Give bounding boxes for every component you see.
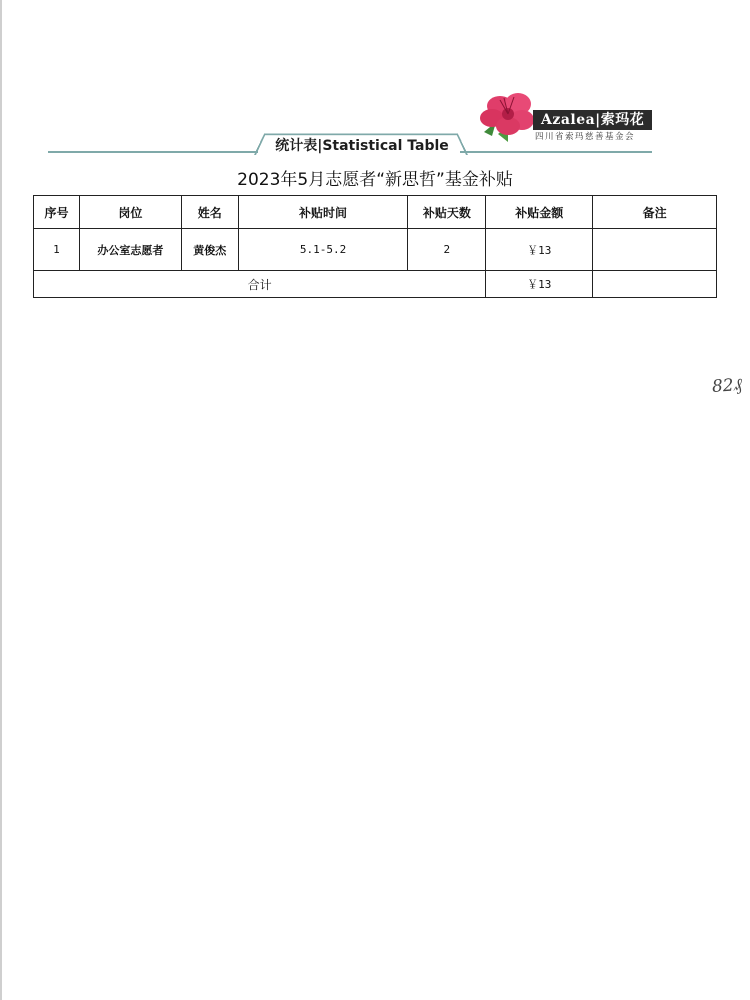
banner-rule-left: [48, 151, 258, 153]
cell-position: 办公室志愿者: [79, 229, 181, 271]
cell-days: 2: [408, 229, 486, 271]
total-note: [593, 271, 717, 298]
brand-subtitle: 四川省索玛慈善基金会: [535, 132, 636, 142]
cell-name: 黄俊杰: [181, 229, 238, 271]
table-header-row: [34, 196, 717, 229]
cell-period: 5.1-5.2: [238, 229, 408, 271]
handwritten-note: 82₰: [711, 374, 743, 398]
column-header: 姓名: [181, 196, 238, 229]
cell-amount: ￥13: [486, 229, 593, 271]
document-title: 2023年5月志愿者“新思哲”基金补贴: [237, 170, 513, 190]
column-header: 岗位: [79, 196, 181, 229]
column-header: 补贴天数: [408, 196, 486, 229]
cell-index: 1: [34, 229, 80, 271]
brand-name: Azalea|索玛花: [533, 110, 652, 130]
banner-rule-right: [460, 151, 652, 153]
logo: [478, 88, 663, 148]
total-label: 合计: [34, 271, 486, 298]
table-total-row: [34, 271, 717, 298]
subsidy-table: [33, 195, 717, 298]
column-header: 序号: [34, 196, 80, 229]
banner-title: 统计表|Statistical Table: [275, 138, 449, 154]
column-header: 补贴金额: [486, 196, 593, 229]
table-row: [34, 229, 717, 271]
scan-edge: [0, 0, 2, 1000]
column-header: 补贴时间: [238, 196, 408, 229]
column-header: 备注: [593, 196, 717, 229]
cell-note: [593, 229, 717, 271]
azalea-flower-icon: [478, 88, 540, 146]
total-amount: ￥13: [486, 271, 593, 298]
